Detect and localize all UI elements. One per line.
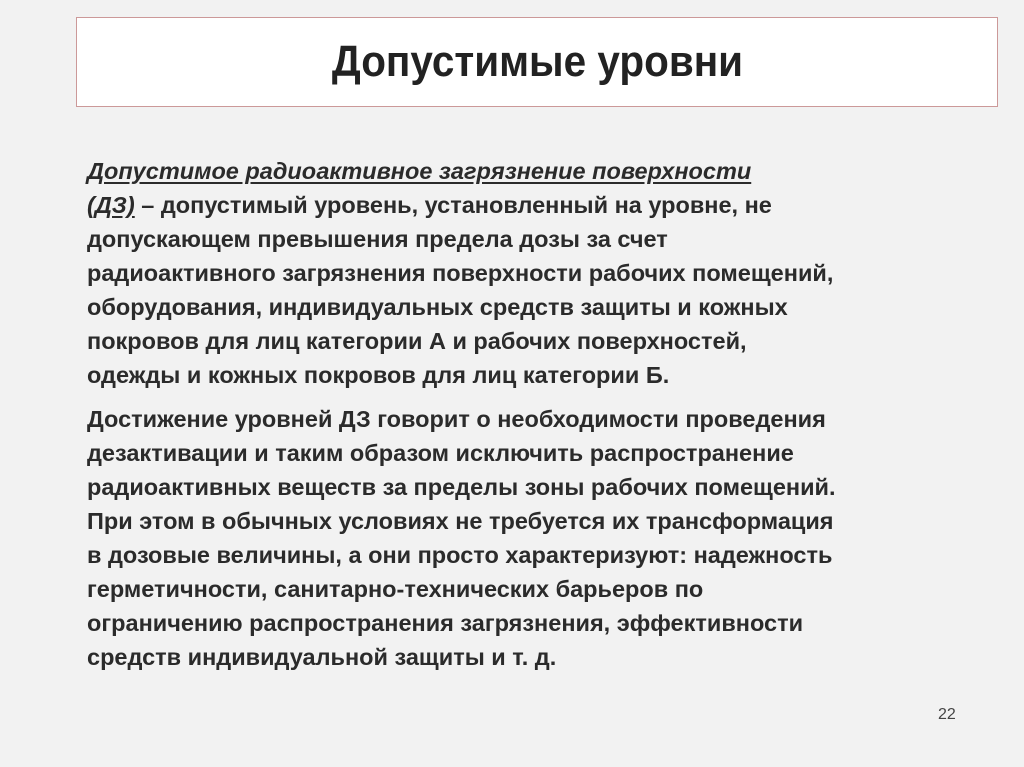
defined-term: Допустимое радиоактивное загрязнение поверхности xyxy=(87,158,752,184)
explanation-line: Достижение уровней ДЗ говорит о необходимости проведения xyxy=(87,406,826,432)
definition-line: допускающем превышения предела дозы за счет xyxy=(87,226,668,252)
definition-line: одежды и кожных покровов для лиц категории Б. xyxy=(87,362,670,388)
explanation-line: дезактивации и таким образом исключить распространение xyxy=(87,440,794,466)
defined-term-abbr: (ДЗ) xyxy=(87,192,135,218)
title-box xyxy=(76,17,998,107)
explanation-line: ограничению распространения загрязнения, эффективности xyxy=(87,610,804,636)
definition-line: радиоактивного загрязнения поверхности рабочих помещений, xyxy=(87,260,834,286)
explanation-line: При этом в обычных условиях не требуется их трансформация xyxy=(87,508,834,534)
slide-body xyxy=(87,154,1007,674)
definition-line: оборудования, индивидуальных средств защиты и кожных xyxy=(87,294,788,320)
explanation-line: радиоактивных веществ за пределы зоны рабочих помещений. xyxy=(87,474,836,500)
explanation-line: в дозовые величины, а они просто характеризуют: надежность xyxy=(87,542,833,568)
explanation-line: средств индивидуальной защиты и т. д. xyxy=(87,644,557,670)
explanation-line: герметичности, санитарно-технических барьеров по xyxy=(87,576,704,602)
explanation-paragraph xyxy=(87,402,1007,674)
definition-line: – допустимый уровень, установленный на уровне, не xyxy=(134,192,772,218)
page-number: 22 xyxy=(938,706,956,723)
definition-line: покровов для лиц категории А и рабочих поверхностей, xyxy=(87,328,747,354)
definition-paragraph xyxy=(87,154,1007,392)
slide-title: Допустимые уровни xyxy=(331,37,743,86)
